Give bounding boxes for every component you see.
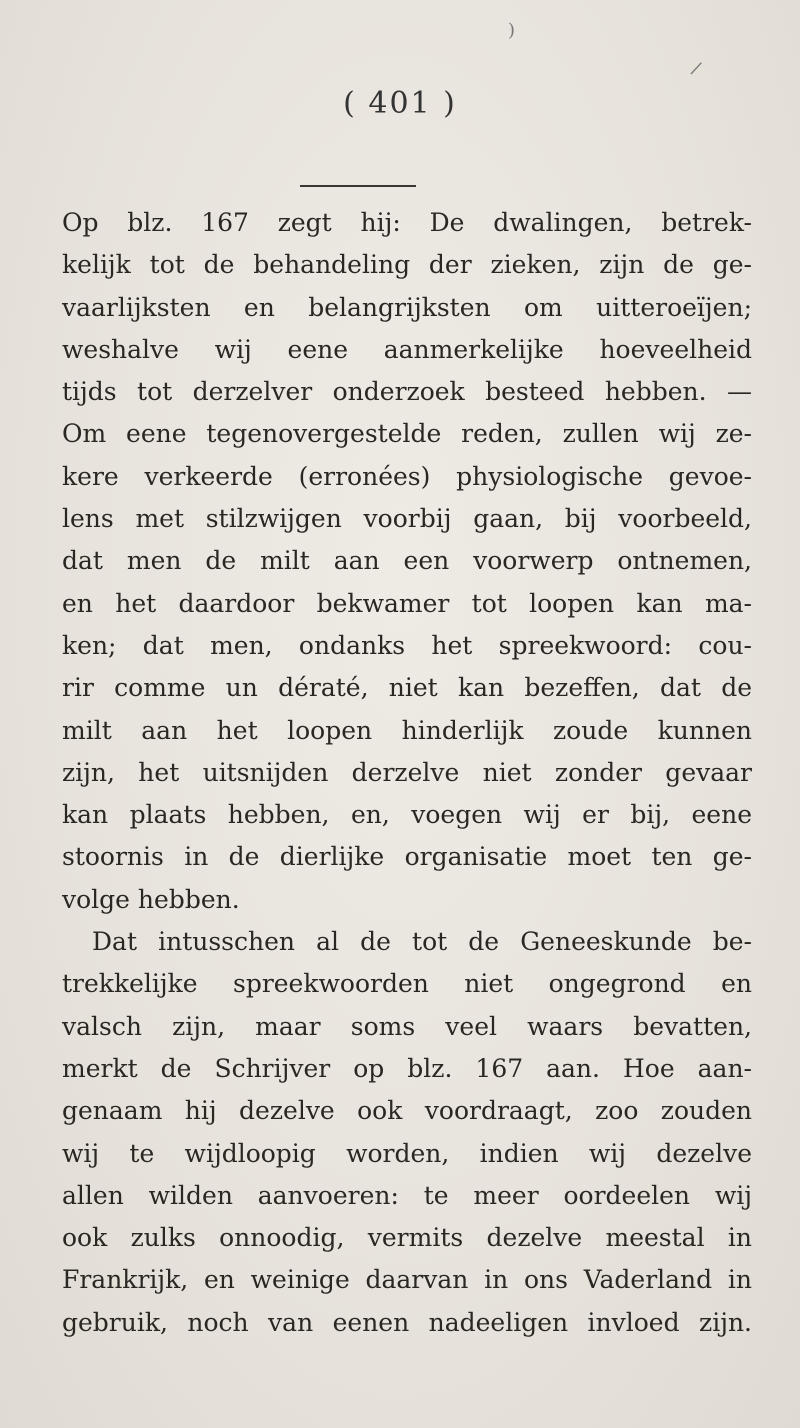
page-number: ( 401 ) [343, 86, 457, 121]
text-line-paragraph-start: Dat intusschen al de tot de Geneeskunde be- [92, 927, 752, 957]
header-rule [300, 185, 416, 187]
text-line: en het daardoor bekwamer tot loopen kan ma- [62, 588, 752, 618]
text-line: milt aan het loopen hinderlijk zoude kunnen [62, 715, 752, 745]
text-line: rir comme un dératé, niet kan bezeffen, dat de [62, 673, 752, 703]
text-line: lens met stilzwijgen voorbij gaan, bij voorbeeld, [62, 504, 752, 534]
text-line: ook zulks onnoodig, vermits dezelve meestal in [62, 1223, 752, 1253]
text-line: kelijk tot de behandeling der zieken, zijn de ge- [62, 250, 752, 280]
pencil-mark: / [688, 57, 704, 80]
text-line: Op blz. 167 zegt hij: De dwalingen, betrek- [62, 208, 752, 237]
text-line: Om eene tegenovergestelde reden, zullen wij ze- [62, 419, 752, 449]
text-line: gebruik, noch van eenen nadeeligen invloed zijn. [62, 1307, 752, 1337]
text-line: Frankrijk, en weinige daarvan in ons Vaderland in [62, 1265, 752, 1295]
text-line: weshalve wij eene aanmerkelijke hoeveelheid [62, 334, 752, 364]
text-line: tijds tot derzelver onderzoek besteed hebben. — [62, 377, 752, 407]
body-text [62, 202, 752, 1344]
text-line: zijn, het uitsnijden derzelve niet zonder gevaar [62, 757, 752, 787]
text-line: valsch zijn, maar soms veel waars bevatten, [62, 1011, 752, 1041]
text-line: wij te wijdloopig worden, indien wij dezelve [62, 1138, 752, 1168]
text-line: trekkelijke spreekwoorden niet ongegrond en [62, 969, 752, 999]
text-line-paragraph-end: volge hebben. [62, 884, 240, 914]
text-line: dat men de milt aan een voorwerp ontnemen, [62, 546, 752, 576]
text-line: genaam hij dezelve ook voordraagt, zoo zouden [62, 1096, 752, 1126]
pencil-mark: ) [508, 20, 516, 41]
text-line: kan plaats hebben, en, voegen wij er bij, eene [62, 800, 752, 830]
text-line: allen wilden aanvoeren: te meer oordeelen wij [62, 1180, 752, 1210]
text-line: vaarlijksten en belangrijksten om uitteroeïjen; [62, 292, 752, 322]
text-line: ken; dat men, ondanks het spreekwoord: cou- [62, 630, 752, 660]
text-line: kere verkeerde (erronées) physiologische gevoe- [62, 461, 752, 491]
text-line: merkt de Schrijver op blz. 167 aan. Hoe aan- [62, 1053, 752, 1083]
text-line: stoornis in de dierlijke organisatie moet ten ge- [62, 842, 752, 872]
